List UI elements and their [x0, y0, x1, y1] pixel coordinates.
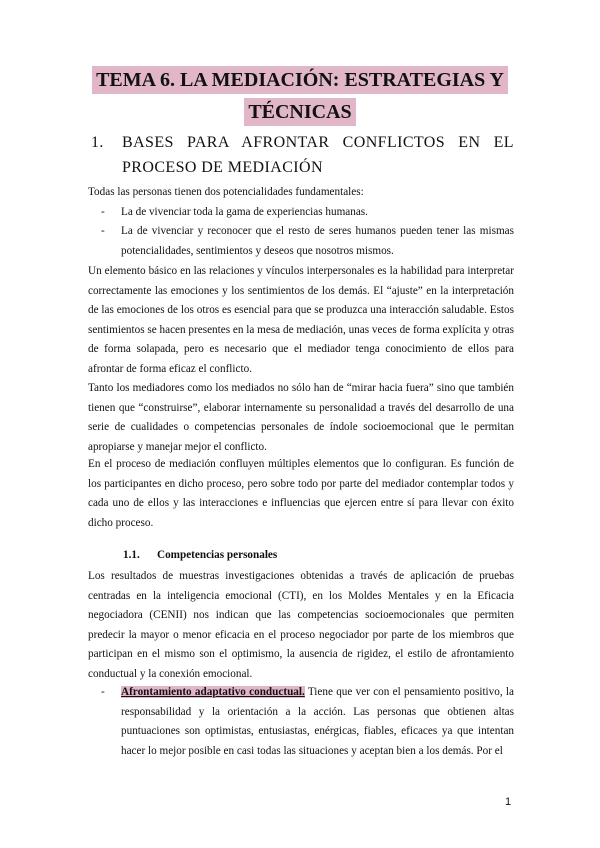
list-item-text — [121, 683, 514, 761]
paragraph-4: Los resultados de muestras investigaciones obtenidas a través de aplicación de pruebas centradas en la inteligencia emocional (CTI), en los Moldes Mentales y en la Eficacia negociadora (CENII) nos indican que las competencias socioemocionales que permiten predecir la mayor o menor eficacia en el proceso negociador por parte de los miembros que participan en el mismo son el optimismo, la ausencia de rigidez, el estilo de afrontamiento conductual y la conexión emocional. — [88, 570, 514, 680]
list-item-text: La de vivenciar y reconocer que el resto de seres humanos pueden tener las mismas potencialidades, sentimientos y deseos que nosotros mismos. — [121, 225, 514, 257]
section-1-title-line-2: PROCESO DE MEDIACIÓN — [122, 159, 323, 176]
list-dash: - — [101, 686, 105, 698]
section-1-number: 1. — [91, 134, 104, 151]
intro-paragraph: Todas las personas tienen dos potencialidades fundamentales: — [88, 186, 364, 198]
page-title — [0, 66, 600, 130]
section-1-1-heading — [123, 546, 277, 566]
paragraph-2: Tanto los mediadores como los mediados no sólo han de “mirar hacia fuera” sino que también tienen que “construirse”, elaborar internamente su personalidad a través del desarrollo de una serie de cualidades o competencias personales de índole socioemocional que le permitan apropiarse y manejar mejor el conflicto. — [88, 382, 514, 453]
section-1-title-line-1: BASES PARA AFRONTAR CONFLICTOS EN EL — [122, 134, 514, 151]
bullet-description: Tiene que ver con el pensamiento positivo, la responsabilidad y la orientación a la acción. Las personas que obtienen altas puntuaciones son optimistas, entusiastas, enérgicas, fiables, eficaces ya que intentan hacer lo mejor posible en casi todas las situaciones y aceptan bien a los demás. Por el — [121, 686, 514, 757]
list-item-text: La de vivenciar toda la gama de experiencias humanas. — [121, 206, 368, 218]
list-dash: - — [101, 225, 105, 237]
paragraph-1: Un elemento básico en las relaciones y vínculos interpersonales es la habilidad para interpretar correctamente las emociones y los sentimientos de los demás. El “ajuste” en la interpretación de las emociones de los otros es esencial para que se produzca una interacción saludable. Estos sentimientos se hacen presentes en la mesa de mediación, unas veces de forma explícita y otras de forma solapada, pero es necesario que el mediador tenga conocimiento de ellos para afrontar de forma eficaz el conflicto. — [88, 265, 514, 375]
list-item — [101, 683, 514, 761]
page-number: 1 — [505, 796, 512, 808]
title-line-2: TÉCNICAS — [244, 98, 355, 126]
bullet-term: Afrontamiento adaptativo conductual. — [121, 686, 305, 698]
list-dash: - — [101, 206, 105, 218]
section-1-heading — [91, 130, 514, 180]
section-1-1-title: Competencias personales — [157, 549, 278, 561]
title-line-1: TEMA 6. LA MEDIACIÓN: ESTRATEGIAS Y — [92, 66, 508, 94]
list-item — [101, 222, 514, 261]
list-item — [101, 203, 514, 223]
paragraph-3: En el proceso de mediación confluyen múltiples elementos que lo configuran. Es función de los participantes en dicho proceso, pero sobre todo por parte del mediador contemplar todos y cada uno de ellos y las interacciones e influencias que ejercen entre sí para llevar con éxito dicho proceso. — [88, 458, 514, 529]
section-1-1-number: 1.1. — [123, 549, 140, 561]
